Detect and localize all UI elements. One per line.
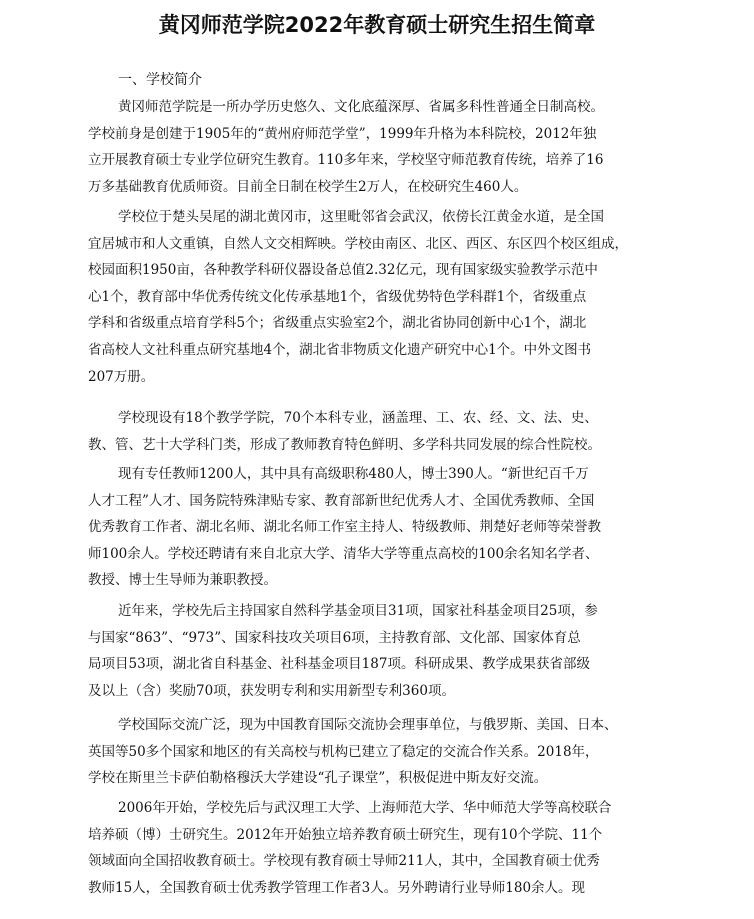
paragraph-line: 学校国际交流广泛，现为中国教育国际交流协会理事单位，与俄罗斯、美国、日本、: [118, 717, 618, 733]
paragraph-line: 学科和省级重点培育学科5个；省级重点实验室2个，湖北省协同创新中心1个，湖北: [88, 315, 587, 332]
paragraph-international: [88, 712, 618, 792]
paragraph-line: 教、管、艺十大学科门类，形成了教师教育特色鲜明、多学科共同发展的综合性院校。: [88, 436, 601, 453]
paragraph-line: 207万册。: [88, 368, 155, 385]
paragraph-line: 人才工程”人才、国务院特殊津贴专家、教育部新世纪优秀人才、全国优秀教师、全国: [88, 492, 595, 509]
paragraph-line: 教师15人，全国教育硕士优秀教学管理工作者3人。另外聘请行业导师180余人。现: [88, 879, 586, 896]
paragraph-line: 宜居城市和人文重镇，自然人文交相辉映。学校由南区、北区、西区、东区四个校区组成，: [88, 235, 628, 252]
paragraph-line: 立开展教育硕士专业学位研究生教育。110多年来，学校坚守师范教育传统，培养了16: [88, 152, 604, 169]
paragraph-graduate-education: [88, 795, 611, 901]
section-heading-school-intro: 一、学校简介: [118, 72, 202, 88]
paragraph-line: 现有专任教师1200人，其中具有高级职称480人，博士390人。“新世纪百千万: [118, 466, 589, 482]
paragraph-line: 学校位于楚头吴尾的湖北黄冈市，这里毗邻省会武汉，依傍长江黄金水道，是全国: [118, 209, 604, 225]
paragraph-line: 学校前身是创建于1905年的“黄州府师范学堂”，1999年升格为本科院校，2012年独: [88, 125, 597, 142]
paragraph-line: 及以上（含）奖励70项，获发明专利和实用新型专利360项。: [88, 682, 455, 699]
paragraph-line: 近年来，学校先后主持国家自然科学基金项目31项，国家社科基金项目25项，参: [118, 603, 598, 619]
paragraph-line: 学校在斯里兰卡萨伯勒格穆沃大学建设“孔子课堂”，积极促进中斯友好交流。: [88, 770, 548, 787]
paragraph-line: 万多基础教育优质师资。目前全日制在校学生2万人，在校研究生460人。: [88, 178, 528, 195]
paragraph-line: 心1个，教育部中华优秀传统文化传承基地1个，省级优势特色学科群1个，省级重点: [88, 288, 587, 305]
paragraph-line: 优秀教育工作者、湖北名师、湖北名师工作室主持人、特级教师、荆楚好老师等荣誉教: [88, 519, 601, 536]
paragraph-line: 局项目53项，湖北省自科基金、社科基金项目187项。科研成果、教学成果获省部级: [88, 656, 590, 673]
paragraph-line: 省高校人文社科重点研究基地4个，湖北省非物质文化遗产研究中心1个。中外文图书: [88, 341, 592, 358]
paragraph-line: 师100余人。学校还聘请有来自北京大学、清华大学等重点高校的100余名知名学者、: [88, 545, 599, 562]
paragraph-line: 英国等50多个国家和地区的有关高校与机构已建立了稳定的交流合作关系。2018年，: [88, 743, 599, 760]
paragraph-location: [88, 204, 628, 390]
paragraph-colleges: [88, 405, 601, 458]
paragraph-line: 与国家“863”、“973”、国家科技攻关项目6项，主持教育部、文化部、国家体育总: [88, 629, 581, 646]
paragraph-line: 黄冈师范学院是一所办学历史悠久、文化底蕴深厚、省属多科性普通全日制高校。: [118, 99, 604, 115]
paragraph-line: 2006年开始，学校先后与武汉理工大学、上海师范大学、华中师范大学等高校联合: [118, 800, 612, 816]
paragraph-line: 教授、博士生导师为兼职教授。: [88, 572, 277, 589]
paragraph-line: 学校现设有18个教学学院，70个本科专业，涵盖理、工、农、经、文、法、史、: [118, 410, 598, 426]
paragraph-line: 领域面向全国招收教育硕士。学校现有教育硕士导师211人，其中，全国教育硕士优秀: [88, 853, 600, 870]
document-title: 黄冈师范学院2022年教育硕士研究生招生简章: [158, 13, 596, 37]
paragraph-line: 校园面积1950亩，各种教学科研仪器设备总值2.32亿元，现有国家级实验教学示范中: [88, 262, 598, 279]
paragraph-line: 培养硕（博）士研究生。2012年开始独立培养教育硕士研究生，现有10个学院、11个: [88, 826, 603, 843]
paragraph-research: [88, 598, 598, 704]
paragraph-history: [88, 94, 604, 200]
paragraph-faculty: [88, 461, 601, 594]
